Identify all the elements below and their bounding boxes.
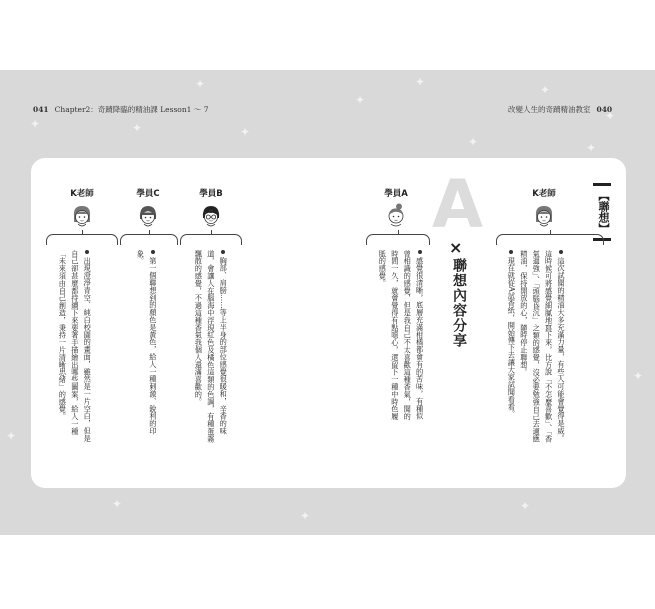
student-c-avatar-icon: [134, 202, 162, 230]
student-b: [201, 187, 221, 230]
student-c: [138, 187, 158, 230]
left-page-header: [33, 104, 208, 115]
student-a-avatar-icon: [382, 202, 410, 230]
speech-bracket: [180, 234, 242, 245]
person-name: 學員A: [384, 189, 408, 199]
speech-bracket: [366, 234, 430, 245]
student-c-text: 第一個聯想到的顏色是黃色，給人一種刺激、銳利的印象。: [136, 250, 158, 435]
bullet-icon: [509, 250, 513, 254]
sparkle-icon: ✦: [468, 135, 479, 149]
teacher-avatar-icon: [68, 202, 96, 230]
student-b-avatar-icon: [197, 202, 225, 230]
teacher-k-right-text: 這次試聞的精油大多充滿力量，有些人可能會覺得是威。 這時候可將感覺細膩地寫下來，比方說「不怎麼喜歡」、「香氣過強」、「頭腦昏沉」之類的感覺，沒必要勉強自己去適應精油，保持開放的心，隨時停止聯想。 現在就從A試香紙，開始傳下去讓大家試聞看看。: [507, 250, 567, 443]
speech-bracket: [46, 234, 118, 245]
bullet-icon: [151, 250, 155, 254]
section-big-letter: A: [432, 166, 484, 243]
person-name: K老師: [70, 189, 94, 199]
bullet-icon: [85, 250, 89, 254]
person-name: K老師: [532, 189, 556, 199]
sparkle-icon: ✦: [605, 109, 616, 123]
bullet-icon: [418, 250, 422, 254]
left-chapter-title: Chapter2：奇蹟降臨的精油課 Lesson1 ～ 7: [54, 105, 209, 114]
right-page-header: [508, 104, 612, 115]
bullet-icon: [221, 250, 225, 254]
sparkle-icon: ✦: [586, 141, 597, 155]
right-page-number: 040: [596, 105, 613, 114]
sparkle-icon: ✦: [6, 429, 17, 443]
student-b-text: 胸部、肩膀……等上半身的部位感覺很暖和，辛香的味道，會讓人在腦海中浮現紅色及橘色這類的色調，有種蛋霧飄散的感覺，不過這種香氣我個人還滿喜歡的。: [194, 250, 229, 443]
sparkle-icon: ✦: [195, 77, 206, 91]
speech-bracket: [120, 234, 178, 245]
student-a-text: 感覺很清晰，底層充滿柑橘都會有的苦味，有種似曾相識的感覺，但是我自己不太喜歡這種香氣，聞的時間一久，就會覺得有點噁心，還留下一種中時色履胝的感覺。: [378, 250, 425, 421]
left-page-number: 041: [33, 105, 49, 114]
sparkle-icon: ✦: [355, 93, 366, 107]
teacher-k-left-text: 出現澄淨青空、純白校園的畫面，雖然是一片空白，但是自己卻甚麼都持續下來要著手描繪出哪些圖案，給人一種「未來須由自己創造，秉持一片清晰思緒」的感覺。: [58, 250, 93, 442]
speech-bracket: [496, 234, 604, 245]
sparkle-icon: ✦: [240, 125, 251, 139]
teacher-k-left: [72, 187, 92, 230]
section-title: 聯想內容分享: [451, 258, 467, 348]
cross-mark: ×: [449, 238, 463, 257]
section-tag: 【聯想】: [593, 183, 611, 241]
sparkle-icon: ✦: [300, 509, 311, 523]
sparkle-icon: ✦: [132, 121, 143, 135]
person-name: 學員C: [136, 189, 160, 199]
bullet-icon: [559, 250, 563, 254]
teacher-avatar-icon: [530, 202, 558, 230]
sparkle-icon: ✦: [415, 75, 426, 89]
sparkle-icon: ✦: [540, 83, 551, 97]
sparkle-icon: ✦: [112, 497, 123, 511]
teacher-k-right: [534, 187, 554, 230]
student-a: [386, 187, 406, 230]
sparkle-icon: ✦: [30, 117, 41, 131]
person-name: 學員B: [199, 189, 223, 199]
right-book-title: 改變人生的奇蹟精油教室: [508, 105, 591, 114]
sparkle-icon: ✦: [633, 369, 644, 383]
sparkle-icon: ✦: [520, 499, 531, 513]
